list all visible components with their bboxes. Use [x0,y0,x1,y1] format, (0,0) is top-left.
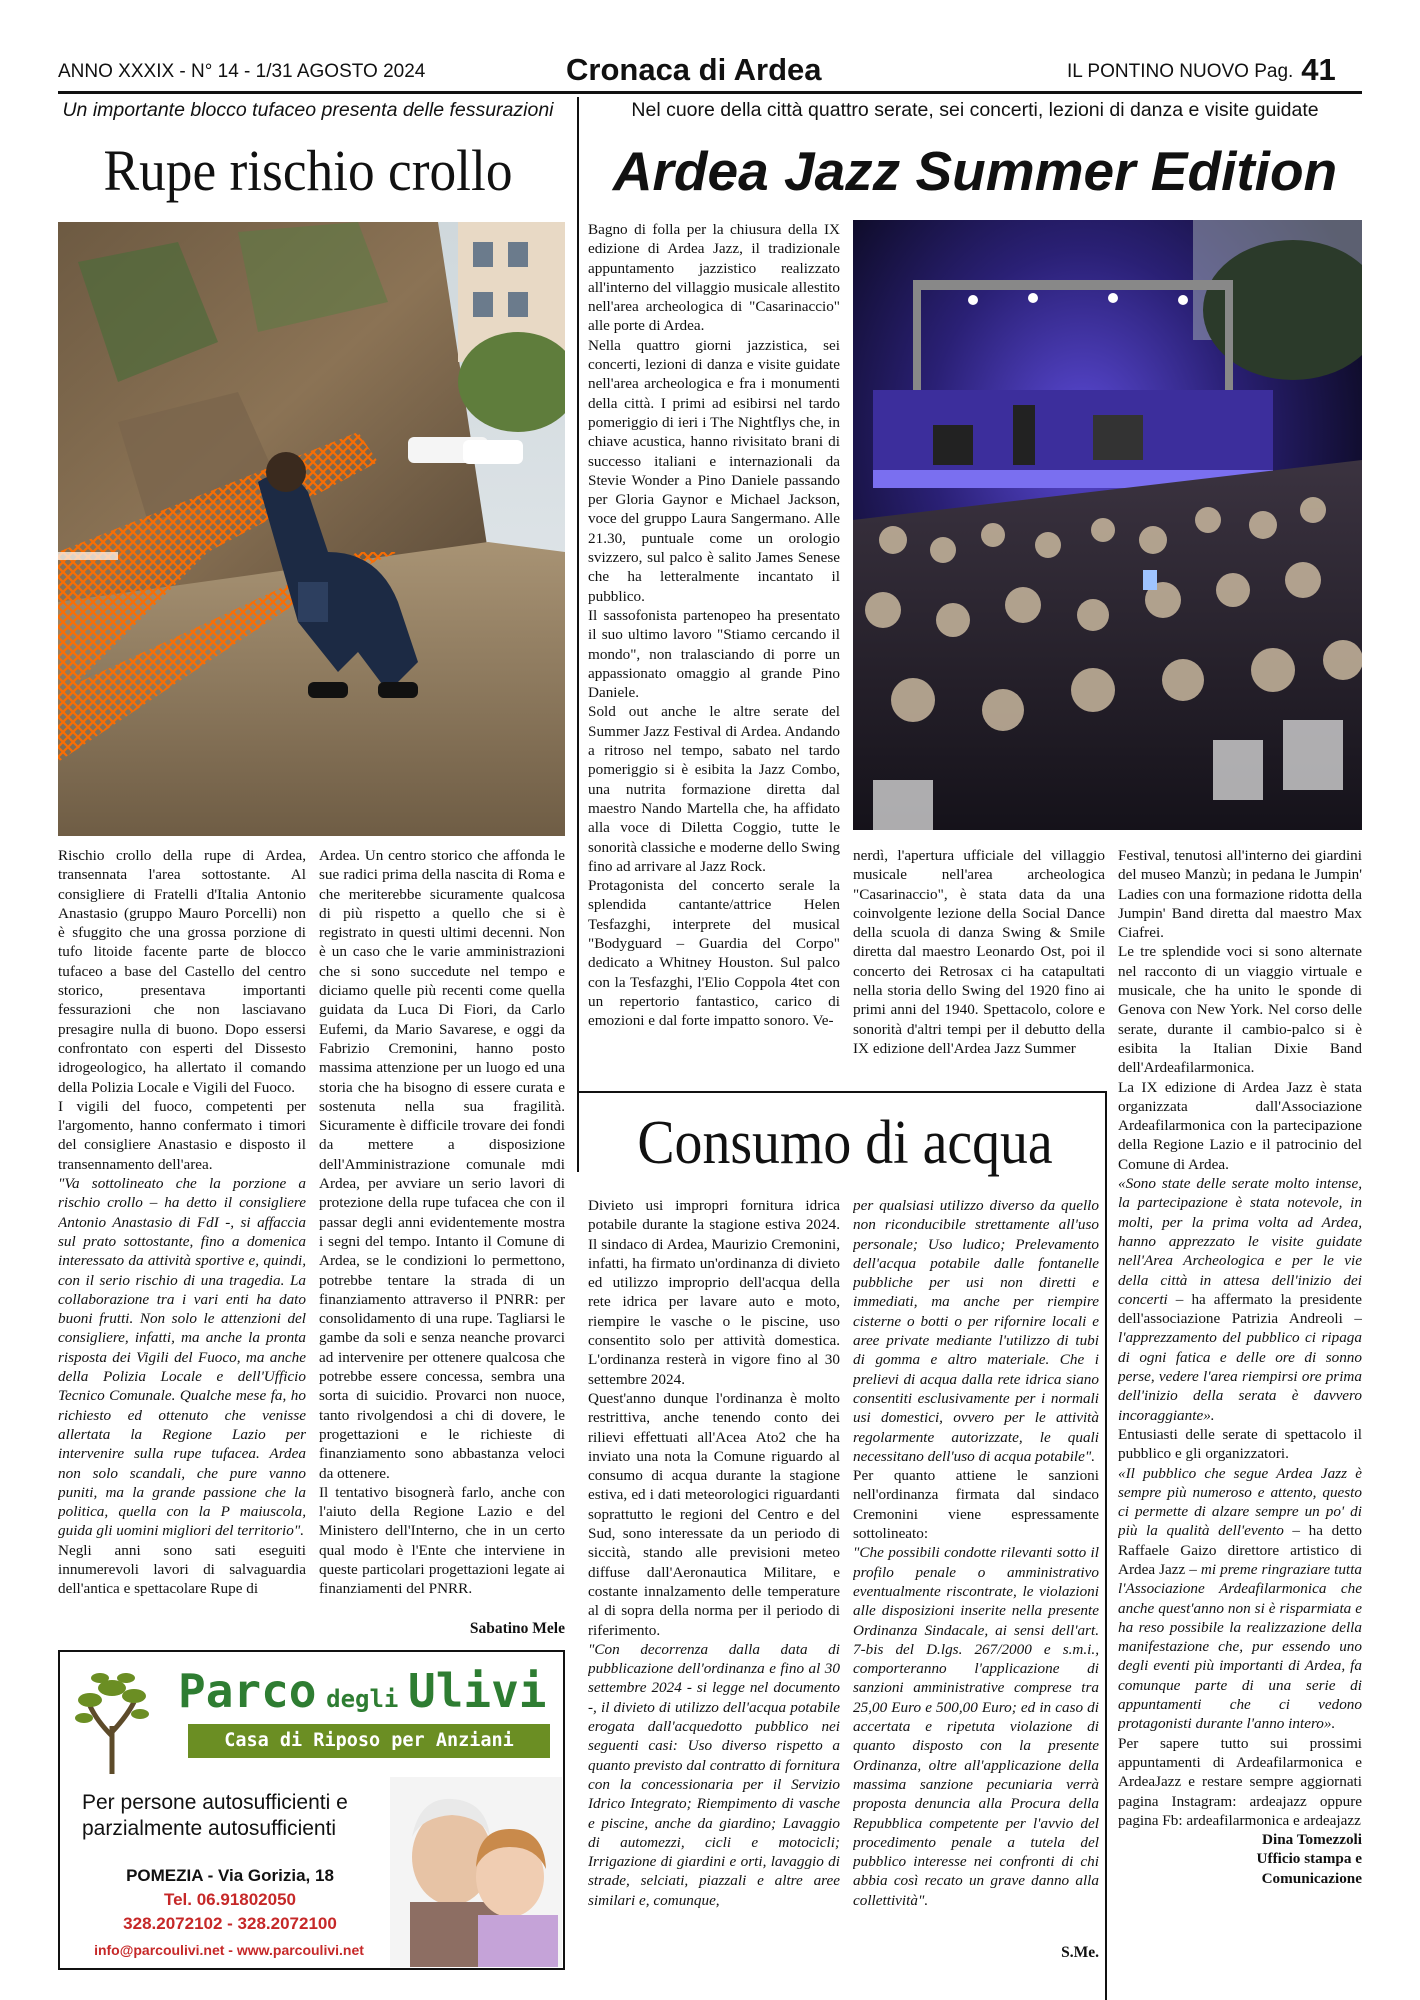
jazz-kicker: Nel cuore della città quattro serate, sei concerti, lezioni di danza e visite guidate [631,99,1319,121]
jazz-p10: Entusiasti delle serate di spettacolo il pubblico e gli organizzatori. [1118,1425,1362,1463]
ad-brand-1: Parco [178,1664,317,1718]
jazz-p4: Sold out anche le altre serate del Summer Jazz Festival di Ardea. Andando a ritroso nel tempo, sabato nel tardo pomeriggio si è esibita la Jazz Combo, una nutrita formazione diretta dal maestro Nando Martella che, ha affidato alla voce di Diletta Coggio, tutte le sonorità classiche e moderne dello Swing fino ad arrivare al Jazz Rock. [588,703,840,875]
olive-tree-icon [72,1666,152,1776]
acqua-title: Consumo di acqua [637,1109,1053,1177]
header-rule [58,91,1362,94]
rupe-column-2 [319,846,565,1616]
acqua-column-2 [853,1196,1099,1941]
jazz-p9: La IX edizione di Ardea Jazz è stata organizzata dall'Associazione Ardeafilarmonica con la partecipazione della Regione Lazio e il patrocinio del Comune di Ardea. [1118,1078,1362,1173]
rupe-column-1 [58,846,306,1641]
paper-name: IL PONTINO NUOVO Pag. [1067,61,1294,82]
acqua-column-1 [588,1196,840,1966]
jazz-p7: Festival, tenutosi all'interno dei giardini del museo Manzù; in pedana le Jumpin' Ladies con una formazione ridotta della Jumpin' Band diretta dal maestro Max Ciafrei. [1118,847,1362,942]
jazz-signature-role-2: Comunicazione [1261,1869,1362,1887]
jazz-column-c [1118,846,1362,1966]
rupe-title: Rupe rischio crollo [103,138,513,203]
ad-brand [178,1664,547,1718]
jazz-quote-2: l'apprezzamento del pubblico ci ripaga di ogni fatica e delle ore di sonno perse, vedere l'area riempirsi ore prima dell'inizio della serata è davvero incoraggiante». [1118,1329,1362,1424]
jazz-p1: Bagno di folla per la chiusura della IX edizione di Ardea Jazz, il tradizionale appuntamento jazzistico realizzato all'interno del villaggio musicale allestito nell'area archeologica di "Casarinaccio" alle porte di Ardea. [588,221,840,335]
rupe-p4: Ardea. Un centro storico che affonda le sue radici prima della nascita di Roma e che meriterebbe sicuramente qualcosa di più rispetto a quello che si è registrato in questi ultimi decenni. Non è un caso che le varie amministrazioni che si sono succedute nel tempo e diciamo quelle più recenti come quella guidata da Luca Di Fiori, da Carlo Eufemi, da Mario Savarese, e oggi da Fabrizio Cremonini, hanno posto massima attenzione per un luogo ed una storia che ha bisogno di essere curata e sostenuta nella sua fragilità. Sicuramente è difficile trovare dei fondi da mettere a disposizione dell'Amministrazione comunale mdi Ardea, per avviare un serio lavori di protezione della rupe tufacea che con il passar degli anni evidentemente mostra i segni del tempo. Intanto il Comune di Ardea, se le condizioni lo permettono, potrebbe tentare la strada di un finanziamento attraverso il PNRR: per consolidamento di una rupe. Tagliarsi le gambe da soli e senza neanche provarci ad intervenire per ottenere qualcosa che potrebbe essere concessa, sembra una sorta di suicidio. Provarci non nuoce, tanto rivolgendosi a chi di dovere, le progettazioni e le richieste di finanziamento sono abbastanza veloci da ottenere. [319,847,565,1482]
acqua-box-top [577,1091,1107,1093]
acqua-quote-1: "Con decorrenza dalla data di pubblicazione dell'ordinanza e fino al 30 settembre 2024 - si legge nel documento -, il divieto di utilizzo dell'acqua potabile erogata dall'acquedotto pubblico nei seguenti casi: Uso diverso rispetto a quanto previsto dal contratto di fornitura con la concessionaria per il Servizio Idrico Integrato; Riempimento di vasche e piscine, anche da giardino; Lavaggio di automezzi, cicli e motocicli; Irrigazione di giardini e orti, lavaggio di strade, selciati, piazzali e altre aree similari e, comunque, [588,1640,840,1909]
ad-phones: 328.2072102 - 328.2072100 [123,1914,337,1933]
ad-brand-3: Ulivi [408,1664,547,1718]
concert-photo [853,220,1362,830]
rupe-p5: Il tentativo bisognerà farlo, anche con l'aiuto della Regione Lazio e del Ministero dell'Interno, che in un certo qual modo è l'Ente che interviene in queste particolari progettazioni legate ai finanziamenti del PNRR. [319,1483,565,1598]
ad-line-2: parzialmente autosufficienti [82,1817,337,1840]
paper-page [1067,52,1336,88]
jazz-signature-name: Dina Tomezzoli [1262,1831,1362,1849]
acqua-p3: Per quanto attiene le sanzioni nell'ordinanza firmata dal sindaco Cremonini viene espressamente sottolineato: [853,1467,1099,1543]
ad-tel: Tel. 06.91802050 [163,1890,296,1909]
jazz-column-b [853,846,1105,1086]
jazz-p11: Per sapere tutto sui prossimi appuntamenti di Ardeafilarmonica e ArdeaJazz e restare sempre aggiornati pagina Instagram: ardeajazz oppure pagina Fb: ardeafilarmonica e ardeajazz [1118,1734,1362,1829]
ad-address: POMEZIA - Via Gorizia, 18 [126,1866,334,1885]
rupe-quote: "Va sottolineato che la porzione a rischio crollo – ha detto il consigliere Antonio Anastasio di FdI -, si affaccia sul prato sottostante, fino a domenica interessato da attività sportive e, quindi, con il serio rischio di una tragedia. La collaborazione tra i vari enti ha dato buoni frutti. Non solo le attenzioni del consigliere, infatti, ma anche la pronta risposta dei Vigili del Fuoco, ma anche della Polizia Locale e dell'Ufficio Tecnico Comunale. Qualche mese fa, ho richiesto ed ottenuto che venisse allertata la Regione Lazio per intervenire sulla rupe tufacea. Ardea non solo scandali, che pure vanno puniti, ma la grande passione che la politica, quella con la P maiuscola, guida gli uomini migliori del territorio". [58,1175,306,1540]
issue-info: ANNO XXXIX - N° 14 - 1/31 AGOSTO 2024 [58,61,426,82]
jazz-quote-3: «Il pubblico che segue Ardea Jazz è sempre più numeroso e attento, questo ci permette di alzare sempre un po' di più la qualità dell'evento – [1118,1464,1362,1540]
jazz-attribution-1: ha affermato la presidente dell'associazione Patrizia Andreoli – [1118,1290,1362,1328]
jazz-p3: Il sassofonista partenopeo ha presentato il suo ultimo lavoro "Stiamo cercando il mondo", non tralasciando di porre un appassionato omaggio al grande Pino Daniele. [588,606,840,702]
rupe-photo-image [58,222,565,836]
section-title: Cronaca di Ardea [566,52,822,87]
acqua-p2: Quest'anno dunque l'ordinanza è molto restrittiva, anche tenendo conto dei rilievi effettuati all'Aceа Ato2 che ha inviato una nota la Comune riguardo al consumo di acqua durante la stagione estiva, ed i dati meteorologici riguardanti soprattutto le regioni del Centro e del Sud, sono interessate da un periodo di siccità, stando alle previsioni meteo diffuse dall'Aeronautica Militare, e costante innalzamento delle temperature al di sopra della norma per il periodo di riferimento. [588,1389,840,1639]
page-number: 41 [1301,52,1336,87]
ad-parco-ulivi[interactable] [58,1650,565,1970]
ad-line-1: Per persone autosufficienti e [82,1791,348,1814]
jazz-p8: Le tre splendide voci si sono alternate nel racconto di un viaggio virtuale e musicale, che ha unito le sponde di Genova con New York. Nel corso delle serate, durante il cambio-palco si è esibita la Italian Dixie Band dell'Ardeafilarmonica. [1118,943,1362,1077]
rupe-p1: Rischio crollo della rupe di Ardea, transennata l'area sottostante. Al consigliere di Fratelli d'Italia Antonio Anastasio (gruppo Mauro Porcelli) non è sfuggito che una grossa porzione di tufo litoide facente parte de blocco tufaceo a base del Castello del centro storico, presentava importanti fessurazioni che non lasciavano presagire nulla di buono. Dopo essersi confrontato con esperti del Dissesto idrogeologico, ha allertato il comando della Polizia Locale e Vigili del Fuoco. [58,847,306,1096]
ad-couple-photo [390,1777,562,1967]
jazz-title: Ardea Jazz Summer Edition [612,140,1338,202]
jazz-p2: Nella quattro giorni jazzistica, sei concerti, lezioni di danza e visite guidate nell'area archeologica e fra i monumenti della città. I primi ad esibirsi nel tardo pomeriggio di ieri i The Nightflys che, in chiave acustica, hanno rivisitato brani di successo italiani e internazionali da Stevie Wonder a Pino Daniele passando per Gloria Gaynor e Michael Jackson, voce del gruppo Laura Sangermano. Alle 21.30, puntuale come un orologio svizzero, sul palco è salito James Senese che ha letteralmente incantato il pubblico. [588,336,840,605]
vertical-rule [577,97,579,1172]
rupe-photo [58,222,565,836]
jazz-p6: nerdì, l'apertura ufficiale del villaggio musicale nell'area archeologica "Casarinaccio", è stata data da una coinvolgente lezione della Social Dance della scuola di danza Swing & Smile diretta dal maestro Leonardo Ost, poi il concerto dei Retrosax ci ha catapultati nella storia dello Swing del 1920 fino ai primi anni del 1940. Spettacolo, colore e sonorità d'altri tempi per il debutto della IX edizione dell'Ardea Jazz Summer [853,847,1105,1057]
ad-brand-2: degli [326,1685,399,1713]
rupe-p2: I vigili del fuoco, competenti per l'argomento, hanno confermato i timori del consigliere Anastasio e disposto il transennamento dell'area. [58,1097,306,1173]
acqua-signature: S.Me. [1061,1944,1099,1961]
jazz-attribution-2: ha detto Raffaele Gaizo direttore artistico di Ardea Jazz – [1118,1522,1362,1578]
acqua-p1: Divieto usi impropri fornitura idrica potabile durante la stagione estiva 2024. Il sindaco di Ardea, Maurizio Cremonini, infatti, ha firmato un'ordinanza di divieto ed utilizzo improprio dell'acqua della rete idrica per lavare auto e moto, riempire le vasche o le piscine, uso consentito solo per attività domestica. L'ordinanza resterà in vigore fino al 30 settembre 2024. [588,1197,840,1388]
jazz-column-a [588,220,840,1075]
rupe-signature: Sabatino Mele [469,1620,565,1637]
jazz-p5: Protagonista del concerto serale la splendida cantante/attrice Helen Tesfazghi, interprete del musical "Bodyguard – Guardia del Corpo" dedicato a Whitney Houston. Sul palco con la Tesfazghi, l'Elio Coppola 4tet con un repertorio fantastico, carico di emozioni e dal forte impatto sonoro. Ve- [588,877,840,1030]
acqua-box-right [1105,1091,1107,2000]
jazz-quote-1: «Sono state delle serate molto intense, la partecipazione è stata notevole, in molti, per la prima volta ad Ardea, hanno apprezzato le visite guidate nell'Area Archeologica e per le vie della città in attesa dell'inizio dei concerti – [1118,1175,1362,1308]
rupe-kicker: Un importante blocco tufaceo presenta delle fessurazioni [62,99,554,121]
rupe-p3: Negli anni sono sati eseguiti innumerevoli lavori di salvaguardia dell'antica e spettacolare Rupe di [58,1541,306,1598]
jazz-quote-4: mi preme ringraziare tutta l'Associazione Ardeafilarmonica che anche quest'anno non si è risparmiata e ha reso possibile la realizzazione della manifestazione che, pur essendo uno degli eventi più importanti di Ardea, fa comunque parte di una serie di appuntamenti che ci vedono protagonisti durante l'anno intero». [1118,1560,1362,1733]
ad-subtitle: Casa di Riposo per Anziani [224,1730,514,1751]
jazz-signature-role-1: Ufficio stampa e [1256,1850,1362,1868]
acqua-quote-3: "Che possibili condotte rilevanti sotto il profilo penale o amministrativo eventualmente riscontrate, le violazioni alle disposizioni inserite nella presente Ordinanza Sindacale, ai sensi dell'art. 7-bis del D.lgs. 267/2000 e s.m.i., comporteranno l'applicazione di sanzioni amministrative comprese tra 25,00 Euro e 500,00 Euro; ed in caso di accertata e ripetuta violazione di quanto disposto con la presente Ordinanza, oltre all'applicazione della massima sanzione pecuniaria verrà proposta denuncia alla Procura della Repubblica competente per l'avvio del procedimento penale a tutela del pubblico interesse nei confronti di chi abbia così recato un grave danno alla collettività". [853,1544,1099,1909]
concert-photo-image [853,220,1362,830]
ad-web[interactable]: info@parcoulivi.net - www.parcoulivi.net [94,1942,364,1958]
acqua-quote-2: per qualsiasi utilizzo diverso da quello non riconducibile strettamente all'uso personale; Uso ludico; Prelevamento dell'acqua potabile dalle fontanelle pubbliche per usi non diretti e immediati, ma anche per riempire cisterne o botti o per rifornire locali e aree private mediante l'utilizzo di tubi di gomma e altro materiale. Che i prelievi di acqua dalla rete idrica siano consentiti esclusivamente per i normali usi domestici, ovvero per le attività regolarmente autorizzate, le quali necessitano dell'uso di acqua potabile". [853,1197,1099,1465]
ad-subtitle-bar [188,1724,550,1758]
